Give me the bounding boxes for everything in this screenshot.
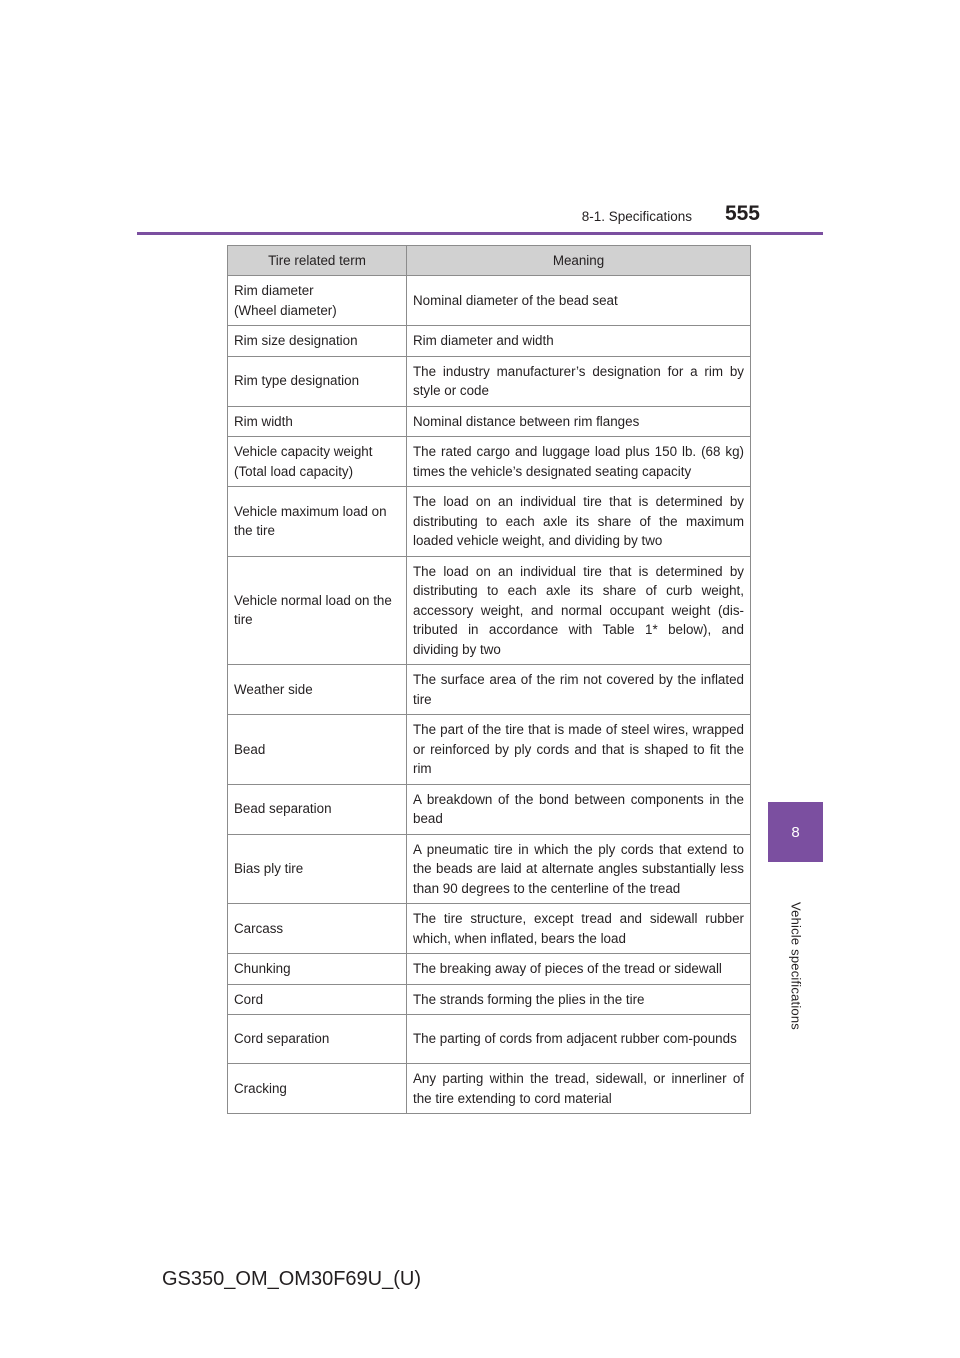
tire-terms-table (227, 245, 751, 1114)
chapter-label: Vehicle specifications (788, 902, 804, 1030)
document-code: GS350_OM_OM30F69U_(U) (162, 1268, 421, 1290)
term-cell: Bead (228, 715, 407, 785)
term-cell: Rim size designation (228, 326, 407, 357)
table-row (228, 1064, 751, 1114)
meaning-cell: The load on an individual tire that is determined by distributing to each axle its share of curb weight, accessory weight, and normal occupant weight (dis-tributed in accordance with Table 1* below), and dividing by two (407, 556, 751, 665)
term-cell: Cord separation (228, 1015, 407, 1064)
table-row (228, 834, 751, 904)
meaning-cell: The strands forming the plies in the tire (407, 984, 751, 1015)
table-row (228, 665, 751, 715)
table-row (228, 984, 751, 1015)
meaning-cell: Nominal distance between rim flanges (407, 406, 751, 437)
table-row (228, 276, 751, 326)
meaning-cell: The surface area of the rim not covered by the inflated tire (407, 665, 751, 715)
meaning-cell: The parting of cords from adjacent rubber com-pounds (407, 1015, 751, 1064)
meaning-cell: A breakdown of the bond between components in the bead (407, 784, 751, 834)
term-cell: Weather side (228, 665, 407, 715)
meaning-cell: Rim diameter and width (407, 326, 751, 357)
section-title: 8-1. Specifications (581, 209, 692, 224)
header-divider (137, 232, 823, 235)
table-header-row (228, 246, 751, 276)
term-cell: Rim diameter (Wheel diameter) (228, 276, 407, 326)
term-cell: Carcass (228, 904, 407, 954)
term-cell: Chunking (228, 954, 407, 985)
term-cell: Vehicle normal load on the tire (228, 556, 407, 665)
meaning-cell: Nominal diameter of the bead seat (407, 276, 751, 326)
term-cell: Vehicle capacity weight (Total load capacity) (228, 437, 407, 487)
table-row (228, 487, 751, 557)
chapter-number: 8 (791, 823, 800, 841)
term-cell: Cracking (228, 1064, 407, 1114)
meaning-cell: The part of the tire that is made of steel wires, wrapped or reinforced by ply cords and that is shaped to fit the rim (407, 715, 751, 785)
table-row (228, 904, 751, 954)
table-row (228, 356, 751, 406)
meaning-cell: The load on an individual tire that is determined by distributing to each axle its share of the maximum loaded vehicle weight, and dividing by two (407, 487, 751, 557)
meaning-cell: The rated cargo and luggage load plus 150 lb. (68 kg) times the vehicle’s designated seating capacity (407, 437, 751, 487)
table-row (228, 406, 751, 437)
term-cell: Bead separation (228, 784, 407, 834)
term-cell: Bias ply tire (228, 834, 407, 904)
table-row (228, 715, 751, 785)
meaning-cell: The tire structure, except tread and sidewall rubber which, when inflated, bears the load (407, 904, 751, 954)
table-row (228, 784, 751, 834)
table-row (228, 326, 751, 357)
meaning-cell: A pneumatic tire in which the ply cords that extend to the beads are laid at alternate angles substantially less than 90 degrees to the centerline of the tread (407, 834, 751, 904)
chapter-tab[interactable] (768, 802, 823, 862)
table-row (228, 954, 751, 985)
term-cell: Rim type designation (228, 356, 407, 406)
column-header-meaning: Meaning (407, 246, 751, 276)
meaning-cell: The industry manufacturer’s designation for a rim by style or code (407, 356, 751, 406)
column-header-term: Tire related term (228, 246, 407, 276)
table-row (228, 1015, 751, 1064)
term-cell: Vehicle maximum load on the tire (228, 487, 407, 557)
term-cell: Cord (228, 984, 407, 1015)
meaning-cell: Any parting within the tread, sidewall, or innerliner of the tire extending to cord material (407, 1064, 751, 1114)
table-row (228, 437, 751, 487)
page-number: 555 (724, 202, 760, 225)
meaning-cell: The breaking away of pieces of the tread or sidewall (407, 954, 751, 985)
term-cell: Rim width (228, 406, 407, 437)
table-row (228, 556, 751, 665)
